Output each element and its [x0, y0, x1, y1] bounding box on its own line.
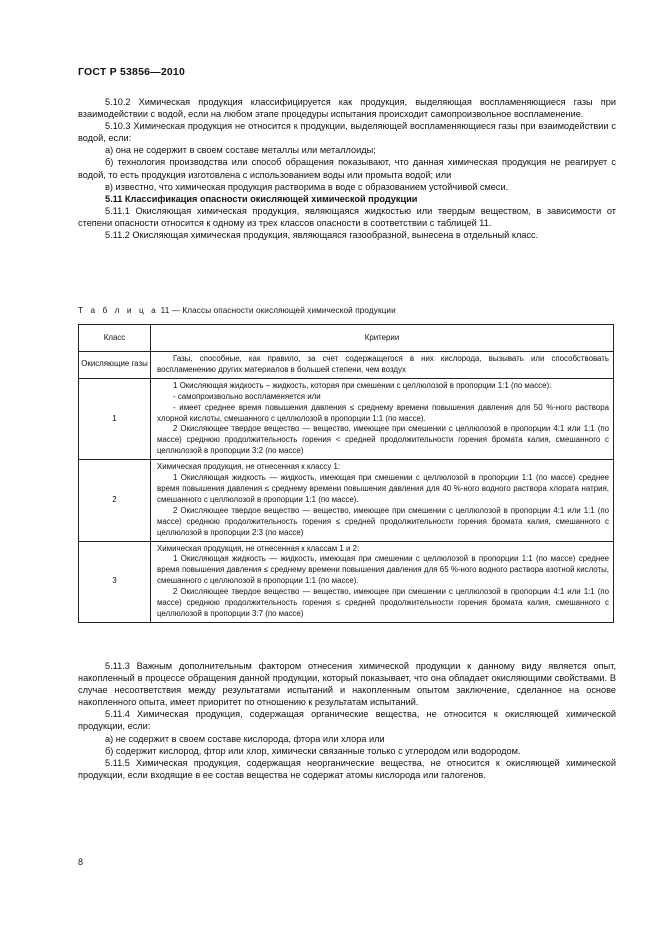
criteria-cell	[151, 541, 614, 622]
criteria-line: Газы, способные, как правило, за счет содержащегося в них кислорода, вызывать или способствовать воспламенению других материалов в большей степени, чем воздух	[157, 354, 609, 374]
criteria-line: 1 Окисляющая жидкость – жидкость, которая при смешении с целлюлозой в пропорции 1:1 (по массе):	[173, 380, 552, 390]
table-row	[79, 460, 614, 541]
criteria-line: 1 Окисляющая жидкость — жидкость, имеющая при смешении с целлюлозой в пропорции 1:1 (по массе) среднее время повышения давления ≤ среднему времени повышения давления для 65 %-ного водного раствора азотной кислоты, смешанного с целлюлозой в пропорции 1:1 (по массе).	[157, 554, 609, 586]
criteria-line: 1 Окисляющая жидкость — жидкость, имеющая при смешении с целлюлозой в пропорции 1:1 (по массе) среднее время повышения давления ≤ среднему времени повышения давления для 40 %-ного водного раствора хлората натрия, смешанного с целлюлозой в пропорции 1:1 (по массе).	[157, 473, 609, 504]
bottom-text-block	[78, 660, 616, 781]
paragraph: 5.10.3 Химическая продукция не относится к продукции, выделяющей воспламеняющиеся газы при взаимодействии с водой, если:	[78, 121, 616, 144]
criteria-cell	[151, 460, 614, 541]
table-row	[79, 352, 614, 379]
hazard-classes-table	[78, 324, 614, 623]
criteria-cell	[151, 378, 614, 459]
table-row	[79, 541, 614, 622]
paragraph: б) содержит кислород, фтор или хлор, химически связанные только с углеродом или водородом.	[105, 745, 521, 756]
class-cell: 3	[79, 541, 151, 622]
criteria-line: - имеет среднее время повышения давления ≤ среднему времени повышения давления для 50 %-ного раствора хлорной кислоты, смешанного с целлюлозой в пропорции 1:1 (по массе).	[157, 402, 609, 423]
table-caption-prefix: Т а б л и ц а	[78, 306, 159, 315]
paragraph: 5.11.5 Химическая продукция, содержащая неорганические вещества, не относится к окисляющей химической продукции, если входящие в ее состав вещества не содержат атомы кислорода или галогенов.	[78, 757, 616, 780]
criteria-line: 2 Окисляющее твердое вещество — вещество, имеющее при смешении с целлюлозой в пропорции 4:1 или 1:1 (по массе) среднюю продолжительность горения ≤ средней продолжительности горения бромата калия, смешанного с целлюлозой в пропорции 2:3 (по массе)	[157, 505, 609, 537]
criteria-line: - самопроизвольно воспламеняется или	[173, 391, 321, 401]
table-header-row	[79, 325, 614, 352]
top-text-block	[78, 96, 616, 241]
paragraph: 5.11.3 Важным дополнительным фактором отнесения химической продукции к данному виду является опыт, накопленный в процессе обращения данной продукции, который показывает, что она обладает окисляющими свойствами. В случае несоответствия между результатами испытаний и накопленным опытом заключение, сделанное на основе накопленного опыта, имеет приоритет по отношению к результатам испытаний.	[78, 661, 616, 708]
table-caption-title: — Классы опасности окисляющей химической продукции	[171, 306, 396, 315]
header-criteria: Критерии	[151, 325, 614, 352]
paragraph: а) не содержит в своем составе кислорода, фтора или хлора или	[105, 733, 385, 744]
paragraph: 5.11.2 Окисляющая химическая продукция, являющаяся газообразной, вынесена в отдельный класс.	[105, 230, 539, 241]
class-cell: 1	[79, 378, 151, 459]
criteria-line: 2 Окисляющее твердое вещество — вещество, имеющее при смешении с целлюлозой в пропорции 4:1 или 1:1 (по массе) среднюю продолжительность горения ≤ средней продолжительности горения бромата калия, смешанного с целлюлозой в пропорции 3:7 (по массе)	[157, 587, 609, 618]
criteria-line: Химическая продукция, не отнесенная к классам 1 и 2:	[157, 543, 360, 553]
paragraph: а) она не содержит в своем составе металлы или металлоиды;	[105, 145, 376, 156]
paragraph: 5.11 Классификация опасности окисляющей химической продукции	[105, 193, 418, 204]
criteria-cell	[151, 352, 614, 379]
criteria-line: Химическая продукция, не отнесенная к классу 1:	[157, 462, 341, 472]
paragraph: в) известно, что химическая продукция растворима в воде с образованием устойчивой смеси.	[105, 181, 509, 192]
page-number: 8	[78, 857, 84, 867]
paragraph: 5.11.4 Химическая продукция, содержащая органические вещества, не относится к окисляющей химической продукции, если:	[78, 709, 616, 732]
paragraph: 5.10.2 Химическая продукция классифицируется как продукция, выделяющая воспламеняющиеся газы при взаимодействии с водой, если на любом этапе процедуры испытания происходит самопроизвольное воспламенение.	[78, 97, 616, 120]
table-row	[79, 378, 614, 459]
document-header: ГОСТ Р 53856—2010	[78, 66, 186, 78]
class-cell: Окисляющие газы	[79, 352, 151, 379]
table-caption-number: 11	[160, 306, 170, 315]
paragraph: б) технология производства или способ обращения показывают, что данная химическая продукция не реагирует с водой, то есть продукция изготовлена с использованием воды или промыта водой; или	[78, 157, 616, 180]
table-caption	[78, 306, 396, 315]
criteria-line: 2 Окисляющее твердое вещество — вещество, имеющее при смешении с целлюлозой в пропорции 4:1 или 1:1 (по массе) среднюю продолжительность горения < средней продолжительности горения бромата калия, смешанного с целлюлозой в пропорции 3:2 (по массе)	[157, 424, 609, 456]
class-cell: 2	[79, 460, 151, 541]
header-class: Класс	[79, 325, 151, 352]
paragraph: 5.11.1 Окисляющая химическая продукция, являющаяся жидкостью или твердым веществом, в зависимости от степени опасности относится к одному из трех классов опасности в соответствии с таблицей 11.	[78, 205, 616, 228]
